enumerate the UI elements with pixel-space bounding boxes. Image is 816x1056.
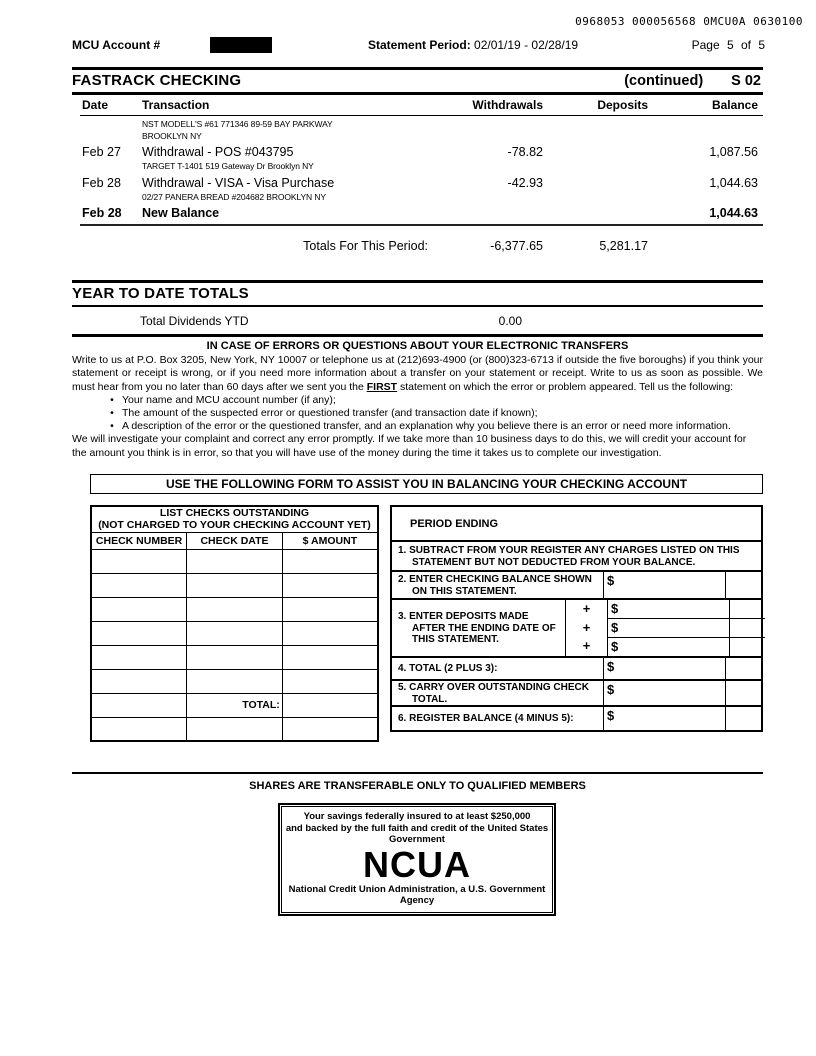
transaction-description: New Balance bbox=[142, 206, 220, 220]
transaction-description: TARGET T-1401 519 Gateway Dr Brooklyn NY bbox=[142, 161, 314, 171]
checks-caption-line2: (NOT CHARGED TO YOUR CHECKING ACCOUNT YET) bbox=[98, 519, 371, 532]
checks-blank-cell bbox=[282, 549, 378, 573]
checks-blank-row bbox=[91, 573, 378, 597]
transaction-description: 02/27 PANERA BREAD #204682 BROOKLYN NY bbox=[142, 191, 326, 202]
dollar-sign: $ bbox=[607, 708, 615, 723]
column-header-withdrawals: Withdrawals bbox=[472, 98, 543, 112]
worksheet-step-3 bbox=[392, 598, 761, 656]
column-header-check-date: CHECK DATE bbox=[187, 532, 283, 549]
transaction-description: NST MODELL'S #61 771346 89-59 BAY PARKWAY bbox=[142, 119, 333, 129]
checks-blank-cell bbox=[187, 549, 283, 573]
transaction-withdrawal bbox=[428, 119, 543, 131]
ncua-logo: NCUA bbox=[363, 843, 471, 885]
period-totals-row bbox=[72, 239, 763, 253]
bullet-text: Your name and MCU account number (if any); bbox=[122, 393, 336, 406]
checks-blank-row bbox=[91, 717, 378, 741]
step-2-amount-field bbox=[603, 572, 725, 598]
checks-blank-cell bbox=[91, 621, 187, 645]
checks-blank-row bbox=[91, 597, 378, 621]
footer-divider bbox=[72, 772, 763, 774]
statement-period bbox=[368, 38, 578, 52]
errors-bullet-item bbox=[72, 394, 763, 407]
transaction-date: Feb 28 bbox=[82, 206, 122, 220]
checks-blank-cell bbox=[187, 573, 283, 597]
transaction-rows bbox=[72, 116, 763, 222]
account-number-label: MCU Account # bbox=[72, 38, 161, 52]
transaction-detail-line bbox=[72, 192, 763, 204]
transaction-balance bbox=[648, 192, 758, 204]
checks-outstanding-table bbox=[90, 505, 379, 742]
transaction-date: Feb 27 bbox=[82, 145, 121, 159]
column-header-transaction: Transaction bbox=[142, 98, 210, 112]
checks-total-row bbox=[91, 693, 378, 717]
period-ending-row bbox=[392, 507, 761, 540]
errors-notice-paragraph-2: We will investigate your complaint and correct any error promptly. If we take more than 10 business days to do this, we will credit your account for the amount you think is in error, so that you will have use of the money during the time it takes us to complete our investigation. bbox=[72, 433, 747, 459]
worksheet-step-6 bbox=[392, 705, 761, 730]
plus-sign: + bbox=[582, 619, 591, 635]
period-totals-label: Totals For This Period: bbox=[303, 239, 428, 253]
step-6-label: 6. REGISTER BALANCE (4 MINUS 5): bbox=[398, 713, 574, 725]
dollar-sign: $ bbox=[607, 682, 615, 697]
transaction-deposit bbox=[543, 145, 648, 160]
checks-blank-cell bbox=[91, 645, 187, 669]
step-5-amount-field bbox=[603, 681, 725, 705]
section-header-bar bbox=[72, 67, 763, 95]
checks-blank-cell bbox=[282, 645, 378, 669]
step-6-cents-field bbox=[725, 707, 761, 730]
transaction-deposit bbox=[543, 176, 648, 191]
transaction-withdrawal: -42.93 bbox=[507, 175, 543, 190]
balancing-worksheet bbox=[390, 505, 763, 732]
step-3-amount-field bbox=[607, 638, 729, 656]
column-header-balance: Balance bbox=[711, 98, 758, 112]
ncua-agency-line: National Credit Union Administration, a U.S. Government Agency bbox=[288, 883, 546, 906]
document-reference-number: 0968053 000056568 0MCU0A 0630100 bbox=[575, 15, 803, 28]
column-header-check-number: CHECK NUMBER bbox=[91, 532, 187, 549]
ytd-dividends-value: 0.00 bbox=[498, 314, 522, 328]
transaction-deposit bbox=[543, 119, 648, 131]
ytd-dividends-row bbox=[72, 307, 763, 334]
errors-paragraph-text: Write to us at P.O. Box 3205, New York, NY 10007 or telephone us at (212)693-4900 (or (800)323-6713 if outside the five boroughs) if you think your statement or receipt is wrong, or if you need more information about a transfer on your statement or receipt. Write to us as soon as possible. We must hear from you no later than 60 days after we sent you the bbox=[72, 354, 763, 393]
section-code: S 02 bbox=[731, 72, 761, 89]
checks-blank-cell bbox=[91, 717, 187, 741]
transaction-balance: 1,044.63 bbox=[709, 175, 758, 190]
step-4-cents-field bbox=[725, 658, 761, 679]
dollar-sign: $ bbox=[611, 620, 619, 635]
transaction-description: BROOKLYN NY bbox=[142, 130, 202, 141]
errors-notice-paragraph-1 bbox=[72, 354, 763, 394]
transaction-date bbox=[82, 119, 142, 131]
section-title: FASTRACK CHECKING bbox=[72, 72, 242, 89]
transaction-date bbox=[82, 131, 142, 143]
checks-blank-cell bbox=[91, 597, 187, 621]
column-header-deposits: Deposits bbox=[597, 98, 648, 112]
errors-paragraph-text-after: statement on which the error or problem appeared. Tell us the following: bbox=[397, 380, 734, 393]
transaction-deposit bbox=[543, 131, 648, 143]
checks-blank-cell bbox=[282, 717, 378, 741]
plus-sign: + bbox=[582, 638, 591, 654]
step-5-label: 5. CARRY OVER OUTSTANDING CHECK TOTAL. bbox=[398, 682, 589, 705]
checks-blank-row bbox=[91, 549, 378, 573]
checks-blank-cell bbox=[282, 693, 378, 717]
checks-total-label: TOTAL: bbox=[187, 693, 283, 717]
transaction-detail-line bbox=[72, 161, 763, 173]
table-end-rule bbox=[80, 222, 763, 226]
plus-sign: + bbox=[582, 601, 591, 616]
statement-period-label: Statement Period: bbox=[368, 38, 471, 52]
checks-table-caption bbox=[91, 506, 378, 532]
bullet-icon: • bbox=[110, 393, 114, 406]
checks-blank-row bbox=[91, 645, 378, 669]
transaction-row bbox=[72, 142, 763, 161]
step-2-cents-field bbox=[725, 572, 761, 598]
transaction-withdrawal bbox=[428, 206, 543, 221]
ncua-insured-line1: Your savings federally insured to at least $250,000 bbox=[303, 811, 531, 822]
step-3-amount-field bbox=[607, 619, 729, 637]
checks-caption-line1: LIST CHECKS OUTSTANDING bbox=[159, 507, 310, 520]
ncua-insured-line2: and backed by the full faith and credit of the United States Government bbox=[285, 822, 549, 845]
worksheet-step-2 bbox=[392, 570, 761, 598]
transaction-balance bbox=[648, 161, 758, 173]
transaction-withdrawal bbox=[428, 161, 543, 173]
step-3-deposit-row bbox=[607, 600, 765, 618]
checks-blank-cell bbox=[91, 693, 187, 717]
transaction-row bbox=[72, 203, 763, 222]
checks-blank-cell bbox=[282, 669, 378, 693]
worksheet-step-1: 1. SUBTRACT FROM YOUR REGISTER ANY CHARGES LISTED ON THIS STATEMENT BUT NOT DEDUCTED FROM YOUR BALANCE. bbox=[392, 540, 761, 570]
step-6-amount-field bbox=[603, 707, 725, 730]
bullet-icon: • bbox=[110, 407, 114, 420]
transaction-table bbox=[72, 98, 763, 253]
statement-header bbox=[72, 37, 765, 55]
column-header-amount: $ AMOUNT bbox=[282, 532, 378, 549]
transaction-withdrawal: -78.82 bbox=[507, 145, 543, 159]
transaction-withdrawal bbox=[428, 192, 543, 204]
transaction-deposit bbox=[543, 192, 648, 204]
redacted-account-number bbox=[210, 37, 272, 53]
checks-blank-cell bbox=[282, 573, 378, 597]
checks-blank-row bbox=[91, 621, 378, 645]
checks-blank-cell bbox=[187, 621, 283, 645]
statement-period-value: 02/01/19 - 02/28/19 bbox=[470, 38, 579, 52]
transaction-date bbox=[82, 192, 142, 204]
ytd-dividends-label: Total Dividends YTD bbox=[140, 314, 249, 328]
page-indicator: Page 5 of 5 bbox=[691, 38, 765, 52]
transaction-detail-line bbox=[72, 119, 763, 131]
worksheet-step-4 bbox=[392, 656, 761, 679]
shares-transferable-note: SHARES ARE TRANSFERABLE ONLY TO QUALIFIED MEMBERS bbox=[249, 780, 586, 792]
dollar-sign: $ bbox=[611, 601, 619, 616]
transaction-balance bbox=[648, 131, 758, 143]
period-total-deposits: 5,281.17 bbox=[599, 239, 648, 253]
checks-blank-cell bbox=[91, 573, 187, 597]
step-3-cents-field bbox=[729, 638, 765, 656]
year-to-date-section bbox=[72, 280, 763, 337]
transaction-deposit bbox=[543, 206, 648, 221]
errors-paragraph-emphasis: FIRST bbox=[366, 380, 398, 393]
step-3-amount-field bbox=[607, 600, 729, 618]
ncua-insurance-box bbox=[278, 803, 556, 916]
balancing-form-title: USE THE FOLLOWING FORM TO ASSIST YOU IN BALANCING YOUR CHECKING ACCOUNT bbox=[90, 474, 763, 494]
step-3-cents-field bbox=[729, 600, 765, 618]
dollar-sign: $ bbox=[611, 639, 619, 654]
checks-blank-cell bbox=[282, 597, 378, 621]
step-5-cents-field bbox=[725, 681, 761, 705]
dollar-sign: $ bbox=[607, 659, 615, 674]
step-4-amount-field bbox=[603, 658, 725, 679]
year-to-date-title: YEAR TO DATE TOTALS bbox=[72, 280, 763, 307]
bullet-icon: • bbox=[110, 420, 114, 433]
checks-column-header-row bbox=[91, 532, 378, 549]
checks-blank-cell bbox=[91, 549, 187, 573]
errors-bullet-item bbox=[72, 407, 763, 420]
column-header-date: Date bbox=[82, 98, 109, 112]
errors-bullet-item bbox=[72, 420, 763, 433]
step-3-plus-column bbox=[565, 600, 607, 656]
step-3-deposit-row bbox=[607, 637, 765, 656]
dollar-sign: $ bbox=[607, 573, 615, 588]
transaction-description: Withdrawal - POS #043795 bbox=[142, 145, 294, 159]
bullet-text: A description of the error or the questioned transfer, and an explanation why you believe there is an error or need more information. bbox=[122, 420, 731, 433]
transaction-date bbox=[82, 161, 142, 173]
transaction-date: Feb 28 bbox=[82, 175, 121, 190]
step-3-label: 3. ENTER DEPOSITS MADE AFTER THE ENDING DATE OF THIS STATEMENT. bbox=[398, 611, 556, 646]
checks-blank-cell bbox=[91, 669, 187, 693]
section-continued-label: (continued) bbox=[624, 72, 704, 89]
checks-blank-cell bbox=[187, 645, 283, 669]
transaction-withdrawal bbox=[428, 131, 543, 143]
transaction-balance: 1,044.63 bbox=[709, 206, 758, 220]
errors-notice-title: IN CASE OF ERRORS OR QUESTIONS ABOUT YOUR ELECTRONIC TRANSFERS bbox=[206, 340, 629, 352]
step-2-label: 2. ENTER CHECKING BALANCE SHOWN ON THIS STATEMENT. bbox=[398, 574, 592, 597]
transaction-balance: 1,087.56 bbox=[709, 145, 758, 159]
step-3-cents-field bbox=[729, 619, 765, 637]
step-4-label: 4. TOTAL (2 PLUS 3): bbox=[398, 663, 498, 675]
transaction-table-header bbox=[72, 98, 763, 115]
period-total-withdrawals: -6,377.65 bbox=[490, 239, 543, 253]
worksheet-step-5 bbox=[392, 679, 761, 705]
transaction-deposit bbox=[543, 161, 648, 173]
checks-blank-cell bbox=[187, 717, 283, 741]
bullet-text: The amount of the suspected error or questioned transfer (and transaction date if known); bbox=[122, 407, 538, 420]
transaction-balance bbox=[648, 119, 758, 131]
transaction-row bbox=[72, 173, 763, 192]
checks-blank-cell bbox=[282, 621, 378, 645]
checks-blank-cell bbox=[187, 597, 283, 621]
period-ending-label: PERIOD ENDING bbox=[410, 517, 499, 530]
transaction-detail-line bbox=[72, 131, 763, 143]
transaction-description: Withdrawal - VISA - Visa Purchase bbox=[142, 175, 335, 190]
checks-blank-cell bbox=[187, 669, 283, 693]
step-3-deposit-row bbox=[607, 618, 765, 637]
errors-notice bbox=[72, 340, 763, 460]
checks-blank-row bbox=[91, 669, 378, 693]
